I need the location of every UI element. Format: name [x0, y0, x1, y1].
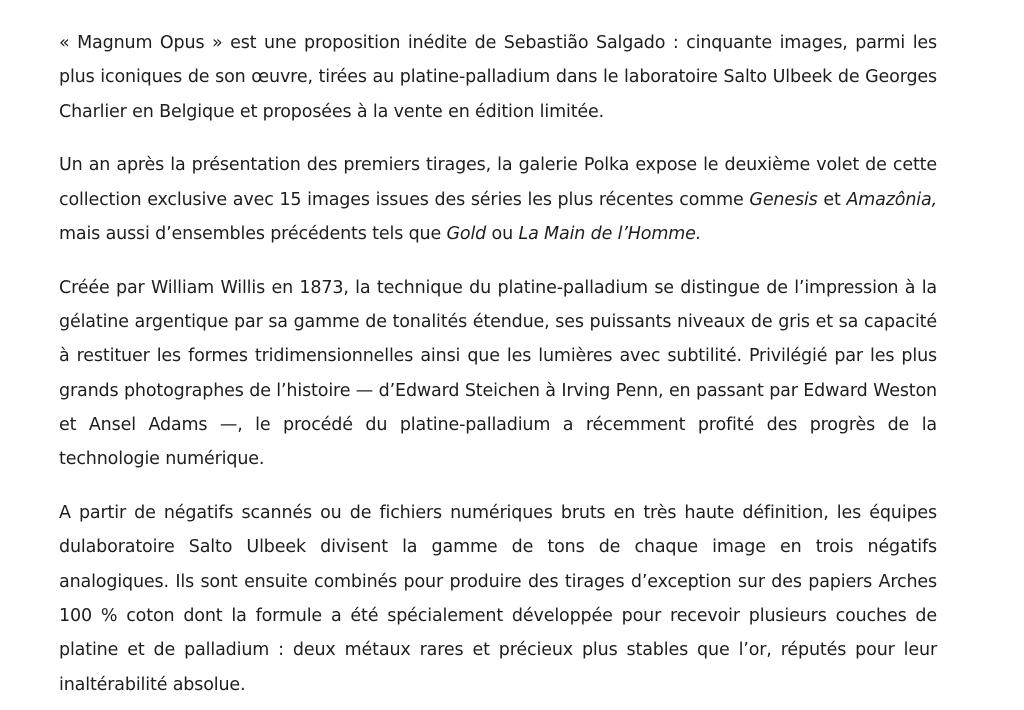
series-title-genesis: Genesis: [749, 189, 818, 210]
paragraph-technique: [59, 271, 937, 477]
paragraph-text: mais aussi d’ensembles précédents tels que: [59, 223, 447, 244]
paragraph-intro: [59, 26, 937, 129]
paragraph-text: et: [817, 189, 847, 210]
paragraph-text: Créée par William Willis en 1873, la technique du platine-palladium se distingue de l’impression à la gélatine argentique par sa gamme de tonalités étendue, ses puissants niveaux de gris et sa capacité à restituer les formes tridimensionnelles ainsi que les lumières avec subtilité. Privilégié par les plus grands photographes de l’histoire — d’Edward Steichen à Irving Penn, en passant par Edward Weston et Ansel Adams —, le procédé du platine-palladium a récemment profité des progrès de la technologie numérique.: [59, 277, 937, 470]
paragraph-exhibition: [59, 148, 937, 251]
paragraph-text: Un an après la présentation des premiers tirages, la galerie Polka expose le deuxième volet de cette collection exclusive avec 15 images issues des séries les plus récentes comme: [59, 155, 937, 210]
paragraph-process: [59, 496, 937, 702]
paragraph-text: A partir de négatifs scannés ou de fichiers numériques bruts en très haute définition, les équipes dulaboratoire Salto Ulbeek divisent la gamme de tons de chaque image en trois négatifs analogiques. Ils sont ensuite combinés pour produire des tirages d’exception sur des papiers Arches 100 % coton dont la formule a été spécialement développée pour recevoir plusieurs couches de platine et de palladium : deux métaux rares et précieux plus stables que l’or, réputés pour leur inaltérabilité absolue.: [59, 503, 937, 695]
series-title-amazonia: Amazônia,: [846, 189, 937, 210]
paragraph-text: « Magnum Opus » est une proposition inédite de Sebastião Salgado : cinquante images, parmi les plus iconiques de son œuvre, tirées au platine-palladium dans le laboratoire Salto Ulbeek de Georges Charlier en Belgique et proposées à la vente en édition limitée.: [59, 33, 937, 122]
series-title-la-main-de-l-homme: La Main de l’Homme.: [518, 223, 702, 244]
article-body: [59, 26, 937, 702]
paragraph-text: ou: [486, 223, 519, 244]
series-title-gold: Gold: [446, 223, 487, 244]
